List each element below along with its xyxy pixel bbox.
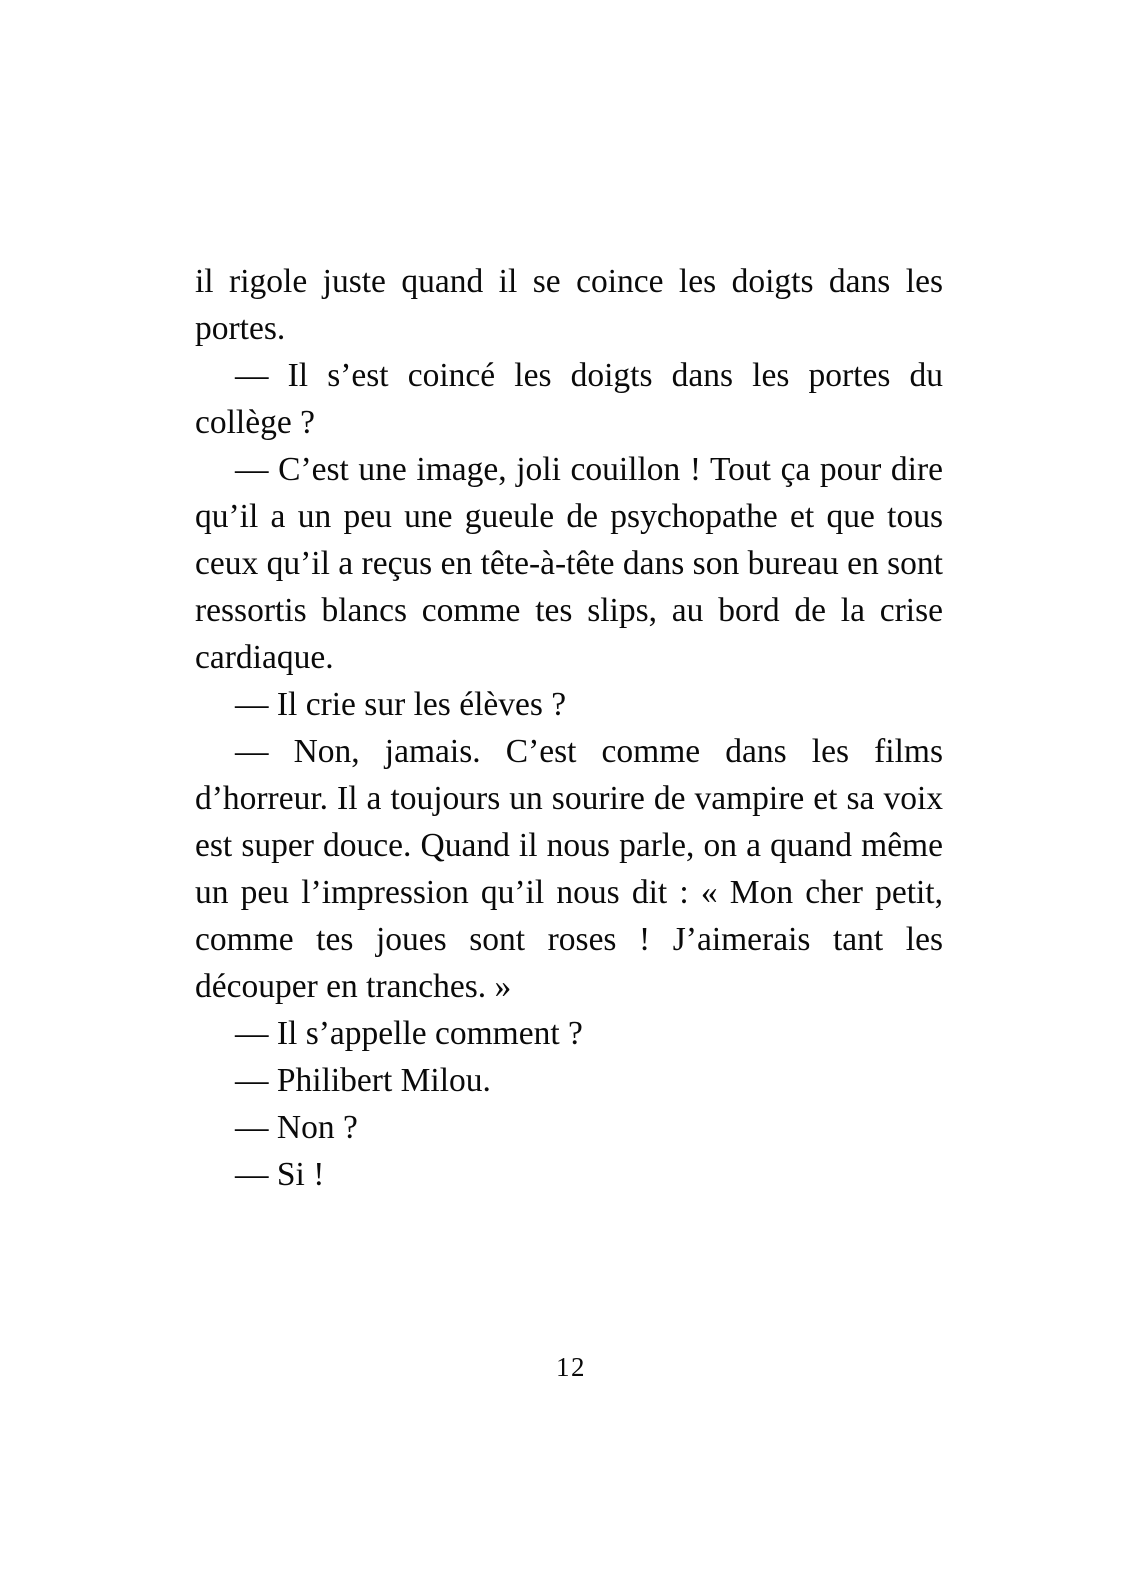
page-text-block [195,258,943,1198]
paragraph-dialogue: — Il crie sur les élèves ? [235,686,567,723]
paragraph-dialogue: — Si ! [235,1156,325,1193]
paragraph-dialogue: — Non ? [235,1109,358,1146]
paragraph-continuation: il rigole juste quand il se coince les doigts dans les portes. [195,263,943,347]
paragraph-dialogue: — C’est une image, joli couillon ! Tout ça pour dire qu’il a un peu une gueule de psychopathe et que tous ceux qu’il a reçus en tête-à-tête dans son bureau en sont ressortis blancs comme tes slips, au bord de la crise cardiaque. [195,451,943,676]
paragraph-dialogue: — Philibert Milou. [235,1062,491,1099]
page-number: 12 [556,1352,586,1382]
paragraph-dialogue: — Non, jamais. C’est comme dans les films d’horreur. Il a toujours un sourire de vampire et sa voix est super douce. Quand il nous parle, on a quand même un peu l’impression qu’il nous dit : « Mon cher petit, comme tes joues sont roses ! J’aimerais tant les découper en tranches. » [195,733,943,1005]
paragraph-dialogue: — Il s’est coincé les doigts dans les portes du collège ? [195,357,943,441]
paragraph-dialogue: — Il s’appelle comment ? [235,1015,583,1052]
